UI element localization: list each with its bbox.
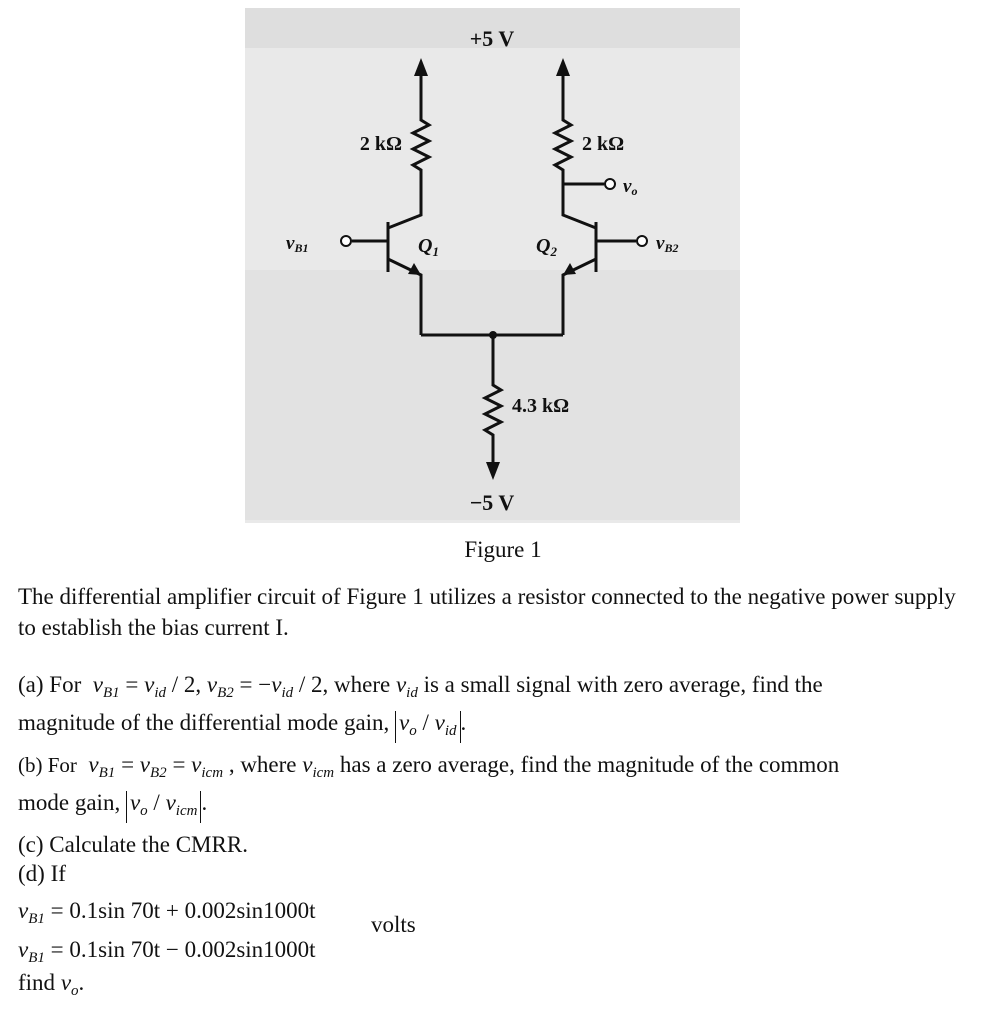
intro-paragraph: The differential amplifier circuit of Figure 1 utilizes a resistor connected to the negative power supply to establish the bias current I. bbox=[18, 584, 956, 640]
question-a-line1: (a) For $v_{B1} = v_{id} / 2$, $v_{B2} = -v_{id} / 2$, where $v_{id}$ is a small signal with zero average, find the bbox=[18, 672, 823, 701]
q2-label: $Q_2$ bbox=[536, 235, 557, 259]
question-b-line1: (b) For $v_{B1} = v_{B2} = v_{icm}$ , where $v_{icm}$ has a zero average, find the magnitude of the common bbox=[18, 752, 840, 781]
find-vo: find $v_o$. bbox=[18, 970, 85, 999]
tail-node bbox=[489, 331, 497, 339]
vb1-label: vB1 bbox=[286, 233, 309, 255]
resistor-right-label: 2 kΩ bbox=[582, 133, 625, 155]
vb2-terminal bbox=[637, 236, 647, 246]
supply-bottom-label: −5 V bbox=[469, 490, 515, 515]
resistor-left-label: 2 kΩ bbox=[359, 133, 402, 155]
equation-1: $v_{B1} = 0.1\sin$ 70t + 0.002sin1000t bbox=[18, 898, 316, 927]
question-b-line2: mode gain, $v_o / v_{icm}$ . bbox=[18, 790, 207, 823]
volts-label: volts bbox=[371, 912, 416, 937]
resistor-tail-label: 4.3 kΩ bbox=[512, 395, 570, 417]
vb1-terminal bbox=[341, 236, 351, 246]
question-a-line2: magnitude of the differential mode gain, $v_o / v_{id}$ . bbox=[18, 710, 466, 743]
question-d: (d) If bbox=[18, 861, 66, 886]
q1-label: $Q_1$ bbox=[418, 235, 439, 259]
supply-top-label: +5 V bbox=[469, 26, 515, 51]
vb2-label: vB2 bbox=[656, 233, 679, 255]
question-c: (c) Calculate the CMRR. bbox=[18, 832, 248, 857]
vo-terminal bbox=[605, 179, 615, 189]
vo-label: vo bbox=[623, 176, 638, 198]
equation-2: $v_{B1} = 0.1\sin$ 70t − 0.002sin1000t bbox=[18, 937, 316, 966]
figure-caption: Figure 1 bbox=[464, 537, 542, 562]
